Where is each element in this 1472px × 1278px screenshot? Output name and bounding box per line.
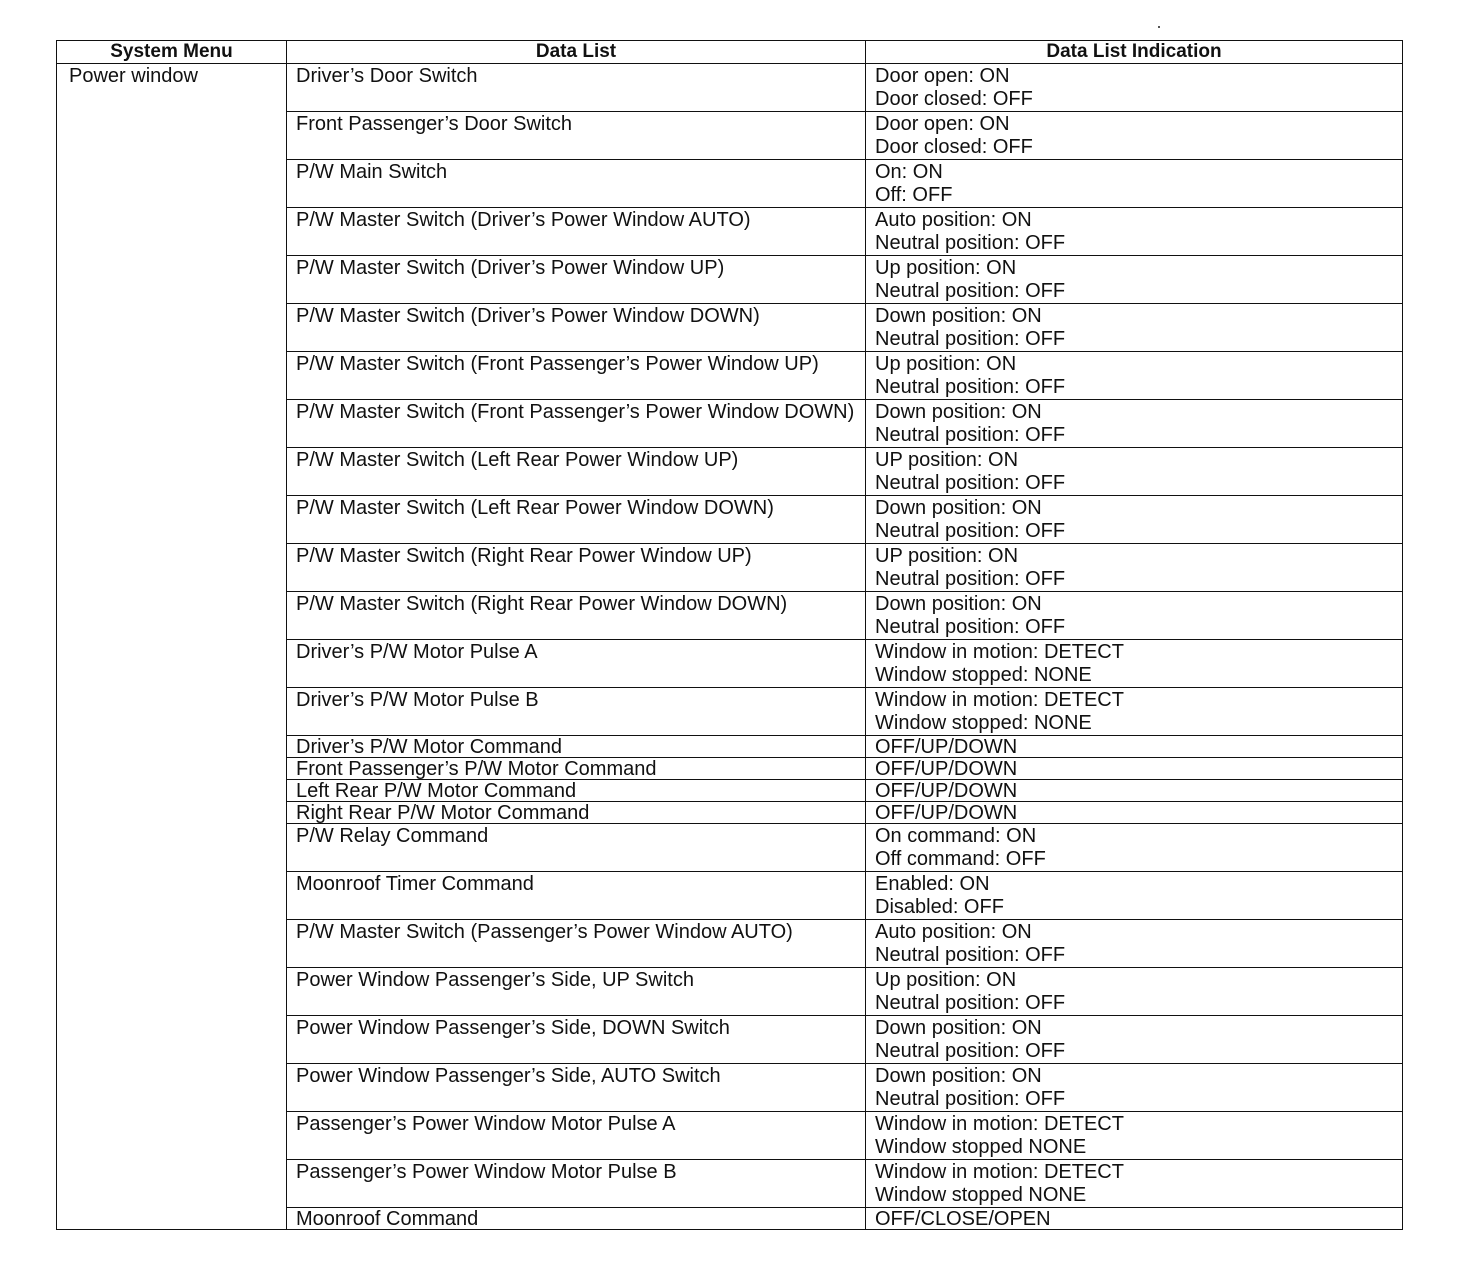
indication-cell [866, 736, 1403, 758]
indication-line: Neutral position: OFF [875, 472, 1066, 494]
data-list-cell [287, 640, 866, 688]
indication-cell [866, 968, 1403, 1016]
indication-line: Neutral position: OFF [875, 520, 1066, 542]
system-menu-cell [57, 64, 287, 1230]
indication-cell [866, 304, 1403, 352]
indication-cell [866, 400, 1403, 448]
indication-line: On command: ON [875, 825, 1037, 847]
indication-cell [866, 1112, 1403, 1160]
data-list-item: Power Window Passenger’s Side, DOWN Switch [296, 1017, 730, 1039]
data-list-item: Front Passenger’s P/W Motor Command [296, 758, 657, 780]
indication-line: Neutral position: OFF [875, 1088, 1066, 1110]
indication-cell [866, 824, 1403, 872]
data-list-item: Driver’s P/W Motor Command [296, 736, 562, 758]
data-list-cell [287, 780, 866, 802]
indication-line: Neutral position: OFF [875, 328, 1066, 350]
indication-line: Neutral position: OFF [875, 424, 1066, 446]
indication-line: UP position: ON [875, 449, 1019, 471]
header-indication: Data List Indication [866, 41, 1403, 64]
indication-cell [866, 448, 1403, 496]
indication-cell [866, 640, 1403, 688]
indication-cell [866, 688, 1403, 736]
data-list-cell [287, 304, 866, 352]
indication-line: Neutral position: OFF [875, 992, 1066, 1014]
indication-cell [866, 352, 1403, 400]
indication-cell [866, 758, 1403, 780]
data-list-item: P/W Master Switch (Passenger’s Power Window AUTO) [296, 921, 793, 943]
data-list-item: P/W Main Switch [296, 161, 448, 183]
table-header-row [57, 41, 1403, 64]
indication-line: Down position: ON [875, 1017, 1042, 1039]
data-list-item: P/W Master Switch (Driver’s Power Window DOWN) [296, 305, 760, 327]
data-list-cell [287, 208, 866, 256]
indication-cell [866, 1064, 1403, 1112]
indication-line: Neutral position: OFF [875, 1040, 1066, 1062]
indication-line: Window stopped NONE [875, 1136, 1087, 1158]
indication-line: Door open: ON [875, 65, 1010, 87]
data-list-item: Moonroof Timer Command [296, 873, 534, 895]
indication-line: Down position: ON [875, 497, 1042, 519]
indication-line: Down position: ON [875, 305, 1042, 327]
data-list-cell [287, 112, 866, 160]
data-list-item: Driver’s Door Switch [296, 65, 478, 87]
data-list-cell [287, 256, 866, 304]
data-list-cell [287, 352, 866, 400]
indication-line: Window in motion: DETECT [875, 1113, 1124, 1135]
data-list-item: Left Rear P/W Motor Command [296, 780, 577, 802]
indication-line: Down position: ON [875, 1065, 1042, 1087]
indication-line: Auto position: ON [875, 921, 1032, 943]
data-list-cell [287, 592, 866, 640]
data-list-cell [287, 1160, 866, 1208]
indication-line: Door closed: OFF [875, 88, 1033, 110]
indication-cell [866, 1160, 1403, 1208]
indication-line: Off command: OFF [875, 848, 1046, 870]
data-list-cell [287, 920, 866, 968]
data-list-cell [287, 160, 866, 208]
data-list-item: P/W Relay Command [296, 825, 489, 847]
data-list-item: Driver’s P/W Motor Pulse B [296, 689, 539, 711]
indication-cell [866, 64, 1403, 112]
indication-cell [866, 496, 1403, 544]
data-list-cell [287, 1016, 866, 1064]
data-list-item: P/W Master Switch (Left Rear Power Window UP) [296, 449, 739, 471]
data-list-cell [287, 802, 866, 824]
indication-line: Window stopped: NONE [875, 712, 1092, 734]
indication-line: On: ON [875, 161, 943, 183]
data-list-item: P/W Master Switch (Left Rear Power Window DOWN) [296, 497, 774, 519]
indication-line: Door open: ON [875, 113, 1010, 135]
data-list-item: P/W Master Switch (Right Rear Power Window DOWN) [296, 593, 788, 615]
indication-line: Neutral position: OFF [875, 280, 1066, 302]
data-list-cell [287, 824, 866, 872]
table-body [57, 64, 1403, 1230]
indication-cell [866, 160, 1403, 208]
data-list-item: Moonroof Command [296, 1208, 479, 1230]
data-list-table [56, 40, 1403, 1230]
indication-cell [866, 872, 1403, 920]
data-list-item: Passenger’s Power Window Motor Pulse B [296, 1161, 677, 1183]
data-list-item: Front Passenger’s Door Switch [296, 113, 573, 135]
data-list-item: Power Window Passenger’s Side, AUTO Switch [296, 1065, 721, 1087]
indication-line: Down position: ON [875, 593, 1042, 615]
indication-line: OFF/UP/DOWN [875, 736, 1018, 758]
data-list-item: P/W Master Switch (Front Passenger’s Power Window UP) [296, 353, 819, 375]
header-system-menu: System Menu [57, 41, 287, 64]
indication-line: Window in motion: DETECT [875, 641, 1124, 663]
data-list-item: Driver’s P/W Motor Pulse A [296, 641, 538, 663]
data-list-cell [287, 758, 866, 780]
indication-cell [866, 780, 1403, 802]
data-list-cell [287, 736, 866, 758]
indication-line: Off: OFF [875, 184, 953, 206]
indication-line: UP position: ON [875, 545, 1019, 567]
indication-line: OFF/UP/DOWN [875, 758, 1018, 780]
data-list-cell [287, 968, 866, 1016]
system-menu-value: Power window [69, 65, 198, 87]
indication-line: Up position: ON [875, 257, 1017, 279]
indication-cell [866, 544, 1403, 592]
data-list-cell [287, 64, 866, 112]
indication-line: Door closed: OFF [875, 136, 1033, 158]
data-list-item: P/W Master Switch (Driver’s Power Window AUTO) [296, 209, 751, 231]
data-list-cell [287, 544, 866, 592]
indication-cell [866, 1208, 1403, 1230]
indication-line: Neutral position: OFF [875, 376, 1066, 398]
indication-line: Neutral position: OFF [875, 232, 1066, 254]
scan-speck [1158, 26, 1160, 28]
indication-line: Enabled: ON [875, 873, 990, 895]
indication-line: Neutral position: OFF [875, 944, 1066, 966]
data-list-cell [287, 400, 866, 448]
indication-line: OFF/UP/DOWN [875, 802, 1018, 824]
indication-line: Window in motion: DETECT [875, 1161, 1124, 1183]
data-list-cell [287, 872, 866, 920]
indication-line: Down position: ON [875, 401, 1042, 423]
data-list-cell [287, 1112, 866, 1160]
data-list-item: Right Rear P/W Motor Command [296, 802, 590, 824]
indication-cell [866, 920, 1403, 968]
indication-line: Disabled: OFF [875, 896, 1004, 918]
indication-cell [866, 592, 1403, 640]
indication-line: Up position: ON [875, 353, 1017, 375]
indication-line: Window stopped NONE [875, 1184, 1087, 1206]
data-list-item: P/W Master Switch (Front Passenger’s Power Window DOWN) [296, 401, 855, 423]
data-list-cell [287, 688, 866, 736]
data-list-cell [287, 496, 866, 544]
indication-line: Auto position: ON [875, 209, 1032, 231]
indication-line: OFF/UP/DOWN [875, 780, 1018, 802]
header-data-list: Data List [287, 41, 866, 64]
indication-cell [866, 802, 1403, 824]
data-list-cell [287, 448, 866, 496]
indication-cell [866, 256, 1403, 304]
indication-line: Neutral position: OFF [875, 616, 1066, 638]
data-list-cell [287, 1208, 866, 1230]
data-list-item: Passenger’s Power Window Motor Pulse A [296, 1113, 676, 1135]
data-list-item: P/W Master Switch (Right Rear Power Window UP) [296, 545, 752, 567]
data-list-item: P/W Master Switch (Driver’s Power Window UP) [296, 257, 725, 279]
data-list-item: Power Window Passenger’s Side, UP Switch [296, 969, 694, 991]
indication-line: Window stopped: NONE [875, 664, 1092, 686]
table-row [57, 64, 1403, 112]
indication-line: Neutral position: OFF [875, 568, 1066, 590]
indication-line: Up position: ON [875, 969, 1017, 991]
indication-cell [866, 1016, 1403, 1064]
data-list-cell [287, 1064, 866, 1112]
indication-line: OFF/CLOSE/OPEN [875, 1208, 1051, 1230]
indication-cell [866, 112, 1403, 160]
indication-cell [866, 208, 1403, 256]
indication-line: Window in motion: DETECT [875, 689, 1124, 711]
